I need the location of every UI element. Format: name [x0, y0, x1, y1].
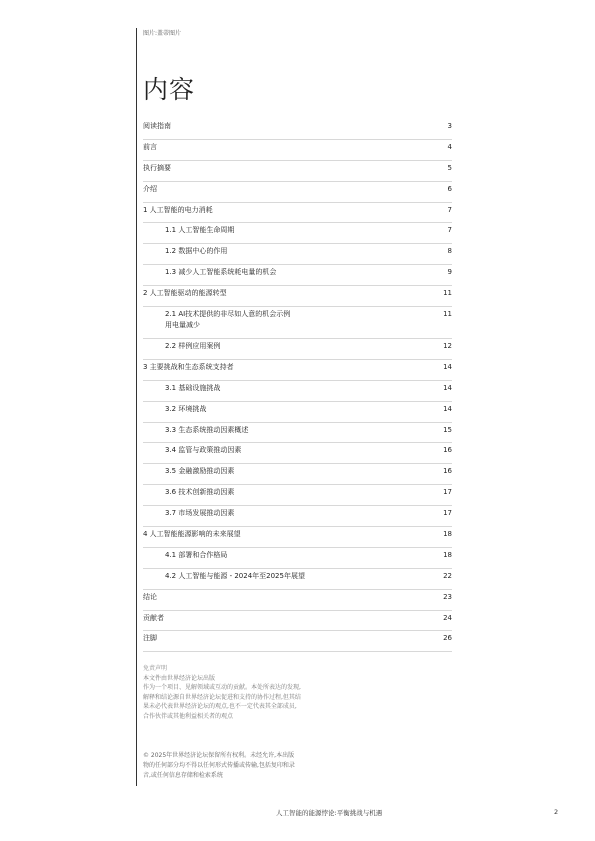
- toc-entry[interactable]: [143, 244, 452, 265]
- toc-entry[interactable]: [143, 381, 452, 402]
- toc-entry-label: 3.4 监管与政策推动因素: [165, 446, 242, 455]
- toc-entry-label: 贡献者: [143, 613, 164, 622]
- toc-entry-page: 17: [443, 509, 452, 518]
- toc-entry-page: 3: [447, 122, 452, 130]
- toc-entry[interactable]: [143, 631, 452, 652]
- toc-entry-label: 3.6 技术创新推动因素: [165, 488, 235, 497]
- toc-entry-label: 执行摘要: [143, 163, 171, 172]
- toc-entry-page: 7: [447, 226, 452, 235]
- toc-entry-page: 26: [443, 634, 452, 643]
- toc-entry-page: 23: [443, 592, 452, 601]
- toc-entry-label: 结论: [143, 592, 157, 601]
- toc-entry-page: 7: [447, 205, 452, 214]
- toc-entry[interactable]: [143, 443, 452, 464]
- disclaimer-line: 本文件由世界经济论坛出版: [143, 674, 216, 682]
- toc-entry[interactable]: [143, 161, 452, 182]
- toc-entry[interactable]: [143, 402, 452, 423]
- toc-entry-label: 3.1 基础设施挑战: [165, 383, 221, 392]
- toc-entry-label: 2 人工智能驱动的能源转型: [143, 289, 227, 298]
- toc-entry-label: 3.5 金融激励推动因素: [165, 467, 235, 476]
- copyright-line: 物的任何部分均不得以任何形式传播或传输,包括复印和录: [143, 762, 295, 769]
- toc-entry[interactable]: [143, 464, 452, 485]
- disclaimer-line: 作为一个项目、见解领域或互动的贡献。本处所表达的发现,: [143, 684, 301, 691]
- toc-entry-page: 16: [443, 446, 452, 455]
- page-title: 内容: [143, 75, 196, 104]
- toc-entry-page: 4: [447, 142, 452, 151]
- footer-title: 人工智能的能源悖论:平衡挑战与机遇: [276, 809, 383, 817]
- copyright-line: 音,或任何信息存储和检索系统: [143, 772, 223, 779]
- toc-entry[interactable]: [143, 569, 452, 590]
- toc-entry-label: 4.1 部署和合作格局: [165, 550, 228, 559]
- toc-entry-label: 2.2 样例应用案例: [165, 342, 221, 351]
- toc-entry-page: 11: [443, 310, 452, 319]
- toc-entry-page: 14: [443, 362, 452, 371]
- toc-entry[interactable]: [143, 527, 452, 548]
- toc-entry-page: 6: [447, 184, 452, 193]
- copyright-line: © 2025年世界经济论坛保留所有权利。未经允许,本出版: [143, 752, 295, 759]
- toc-entry[interactable]: [143, 506, 452, 527]
- toc-entry-label: 介绍: [143, 184, 157, 193]
- toc-entry-page: 18: [443, 550, 452, 559]
- toc-entry[interactable]: [143, 140, 452, 161]
- toc-entry[interactable]: [143, 590, 452, 611]
- page-number: 2: [554, 808, 559, 816]
- toc-entry-label: 前言: [143, 142, 157, 151]
- toc-entry-page: 22: [443, 571, 452, 580]
- toc-entry[interactable]: [143, 223, 452, 244]
- toc-entry-label: 3.2 环境挑战: [165, 404, 207, 413]
- toc-entry-page: 15: [443, 425, 452, 434]
- disclaimer-heading: 免责声明: [143, 665, 168, 672]
- toc-entry-page: 9: [447, 268, 452, 277]
- toc-entry-page: 12: [443, 342, 452, 351]
- toc-entry-label: 注脚: [143, 634, 157, 643]
- image-credit: 图片:盖蒂图片: [143, 30, 182, 37]
- disclaimer-line: 合作伙伴或其他利益相关者的观点: [143, 712, 234, 720]
- disclaimer-line: 果未必代表世界经济论坛的观点,也不一定代表其全部成员,: [143, 703, 297, 710]
- toc-entry-label: 4 人工智能能源影响的未来展望: [143, 530, 241, 539]
- toc-entry-page: 14: [443, 404, 452, 413]
- toc-entry-page: 18: [443, 530, 452, 539]
- toc-entry[interactable]: [143, 360, 452, 381]
- toc-entry[interactable]: [143, 423, 452, 444]
- disclaimer-line: 解释和结论源自世界经济论坛促进和支持的协作过程,但其结: [143, 693, 301, 701]
- toc-entry-page: 17: [443, 488, 452, 497]
- toc-entry-page: 14: [443, 383, 452, 392]
- toc-entry-page: 5: [447, 163, 452, 172]
- toc-entry[interactable]: [143, 485, 452, 506]
- toc-entry-page: 11: [443, 289, 452, 298]
- toc-entry-label: 4.2 人工智能与能源 - 2024年至2025年展望: [165, 571, 305, 580]
- toc-entry-page: 24: [443, 613, 452, 622]
- table-of-contents: [143, 119, 452, 652]
- toc-entry-label: 1 人工智能的电力消耗: [143, 205, 213, 214]
- toc-entry-label: 阅读指南: [143, 122, 171, 130]
- toc-entry[interactable]: [143, 119, 452, 140]
- toc-entry[interactable]: [143, 182, 452, 203]
- toc-entry-label: 1.2 数据中心的作用: [165, 247, 228, 256]
- toc-entry-label: 3.7 市场发展推动因素: [165, 509, 235, 518]
- toc-entry[interactable]: [143, 339, 452, 360]
- toc-entry-page: 8: [447, 247, 452, 256]
- copyright-block: [143, 751, 353, 781]
- toc-entry[interactable]: [143, 286, 452, 307]
- toc-entry-label: 1.3 减少人工智能系统耗电量的机会: [165, 268, 277, 277]
- toc-entry[interactable]: [143, 307, 452, 339]
- toc-entry[interactable]: [143, 611, 452, 632]
- toc-entry[interactable]: [143, 265, 452, 286]
- disclaimer-block: [143, 664, 358, 721]
- toc-entry-label: 1.1 人工智能生命周期: [165, 226, 235, 235]
- toc-entry-label: 3.3 生态系统推动因素概述: [165, 425, 249, 434]
- toc-entry[interactable]: [143, 203, 452, 224]
- toc-entry-page: 16: [443, 467, 452, 476]
- toc-entry[interactable]: [143, 548, 452, 569]
- toc-entry-label: 3 主要挑战和生态系统支持者: [143, 362, 234, 371]
- toc-entry-label: 2.1 AI技术提供的非尽如人意的机会示例 用电量减少: [165, 310, 291, 330]
- margin-rule: [136, 28, 137, 786]
